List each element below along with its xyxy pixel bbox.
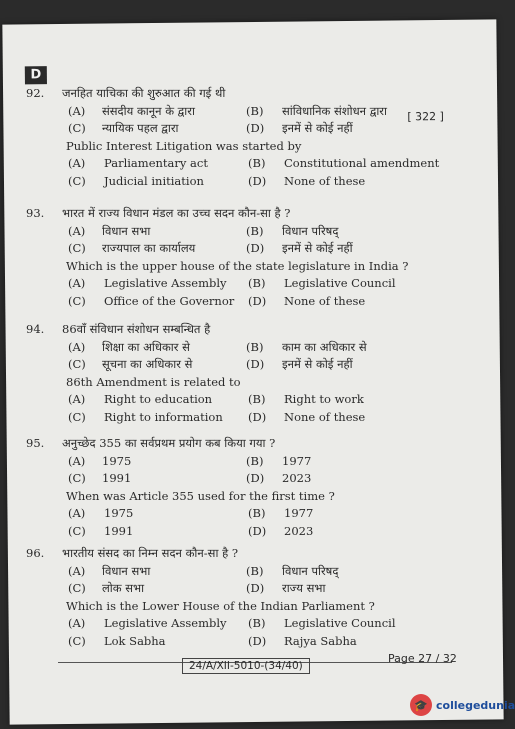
option-english: None of these [284,173,366,188]
question-hindi: भारत में राज्य विधान मंडल का उच्च सदन कौन-सा है ? [62,206,291,220]
option-english: 1977 [284,506,314,520]
option-letter: (A) [68,223,86,238]
option-english: Right to work [284,392,364,406]
option-hindi: राज्य सभा [282,581,326,595]
option-hindi: शिक्षा का अधिकार से [102,339,190,354]
option-letter: (C) [68,409,86,424]
option-hindi: विधान परिषद् [282,563,339,578]
option-letter: (A) [68,103,86,118]
option-letter: (B) [248,156,266,170]
option-hindi: इनमें से कोई नहीं [282,357,353,371]
option-letter: (A) [68,506,86,520]
option-letter: (B) [248,392,266,406]
option-letter: (D) [248,633,267,648]
option-letter: (C) [68,173,86,188]
option-english: Lok Sabha [104,633,166,648]
option-hindi: राज्यपाल का कार्यालय [102,241,196,255]
option-letter: (C) [68,471,86,485]
option-letter: (C) [68,357,86,371]
option-hindi: विधान सभा [102,223,151,238]
watermark-brand: collegedunia [436,698,515,712]
option-letter: (D) [248,293,267,308]
option-hindi: इनमें से कोई नहीं [282,241,353,255]
option-english: Judicial initiation [104,173,204,188]
option-letter: (D) [246,241,265,255]
option-letter: (A) [68,339,86,354]
question-hindi: अनुच्छेद 355 का सर्वप्रथम प्रयोग कब किया गया ? [62,436,276,450]
question-number: 92. [26,86,45,100]
option-hindi: 2023 [282,471,312,485]
question-english: Which is the Lower House of the Indian Parliament ? [66,598,375,613]
page-code: [ 322 ] [407,109,444,124]
option-english: Parliamentary act [104,156,208,170]
option-hindi: काम का अधिकार से [282,339,367,354]
option-letter: (D) [246,581,265,595]
option-hindi: विधान परिषद् [282,223,339,238]
option-letter: (D) [246,357,265,371]
question-english: Which is the upper house of the state legislature in India ? [66,258,409,273]
option-hindi: सांविधानिक संशोधन द्वारा [282,103,387,118]
option-hindi: न्यायिक पहल द्वारा [102,121,179,135]
option-letter: (C) [68,293,86,308]
option-letter: (D) [248,409,267,424]
option-letter: (D) [248,173,267,188]
option-letter: (D) [246,121,265,135]
question-hindi: भारतीय संसद का निम्न सदन कौन-सा है ? [62,546,239,560]
option-letter: (A) [68,392,86,406]
option-english: 1991 [104,523,134,538]
option-letter: (C) [68,581,86,595]
option-letter: (B) [246,223,264,238]
option-hindi: 1975 [102,453,132,468]
option-english: Legislative Assembly [104,276,227,290]
question-hindi: जनहित याचिका की शुरुआत की गई थी [62,86,226,100]
option-english: Legislative Council [284,276,396,290]
option-letter: (C) [68,121,86,135]
option-letter: (B) [246,453,264,468]
question-number: 96. [26,546,45,560]
option-hindi: संसदीय कानून के द्वारा [102,103,195,118]
option-letter: (A) [68,453,86,468]
option-english: Right to information [104,409,223,424]
option-letter: (A) [68,156,86,170]
option-letter: (D) [248,523,267,538]
option-letter: (C) [68,241,86,255]
option-english: 2023 [284,523,314,538]
option-letter: (D) [246,471,265,485]
option-english: Right to education [104,392,213,406]
option-letter: (B) [248,616,266,630]
option-letter: (B) [248,506,266,520]
option-letter: (B) [248,276,266,290]
question-english: When was Article 355 used for the first time ? [66,488,335,503]
option-hindi: 1991 [102,471,132,485]
option-english: Office of the Governor [104,293,235,308]
option-english: 1975 [104,506,134,520]
option-english: None of these [284,409,366,424]
option-hindi: लोक सभा [102,581,145,595]
watermark-logo [410,694,515,716]
option-letter: (A) [68,276,86,290]
option-letter: (A) [68,616,86,630]
question-english: 86th Amendment is related to [66,374,241,389]
option-hindi: 1977 [282,453,312,468]
question-number: 94. [26,322,45,336]
question-english: Public Interest Litigation was started by [66,138,302,153]
graduate-cap-icon: 🎓 [410,694,432,716]
option-letter: (B) [246,339,264,354]
question-number: 95. [26,436,45,450]
question-number: 93. [26,206,45,220]
option-english: Rajya Sabha [284,633,357,648]
option-letter: (B) [246,563,264,578]
option-letter: (A) [68,563,86,578]
option-hindi: सूचना का अधिकार से [102,357,193,371]
option-hindi: इनमें से कोई नहीं [282,121,353,135]
question-hindi: 86वाँ संविधान संशोधन सम्बन्धित है [62,322,211,336]
option-english: None of these [284,293,366,308]
option-english: Legislative Assembly [104,616,227,630]
option-letter: (B) [246,103,264,118]
option-english: Constitutional amendment [284,156,440,170]
option-letter: (C) [68,633,86,648]
option-english: Legislative Council [284,616,396,630]
option-hindi: विधान सभा [102,563,151,578]
page-number: Page 27 / 32 [388,652,457,665]
option-letter: (C) [68,523,86,538]
paper-code: 24/A/XII-5010-(34/40) [182,658,310,674]
page-set-letter: D [25,66,47,84]
